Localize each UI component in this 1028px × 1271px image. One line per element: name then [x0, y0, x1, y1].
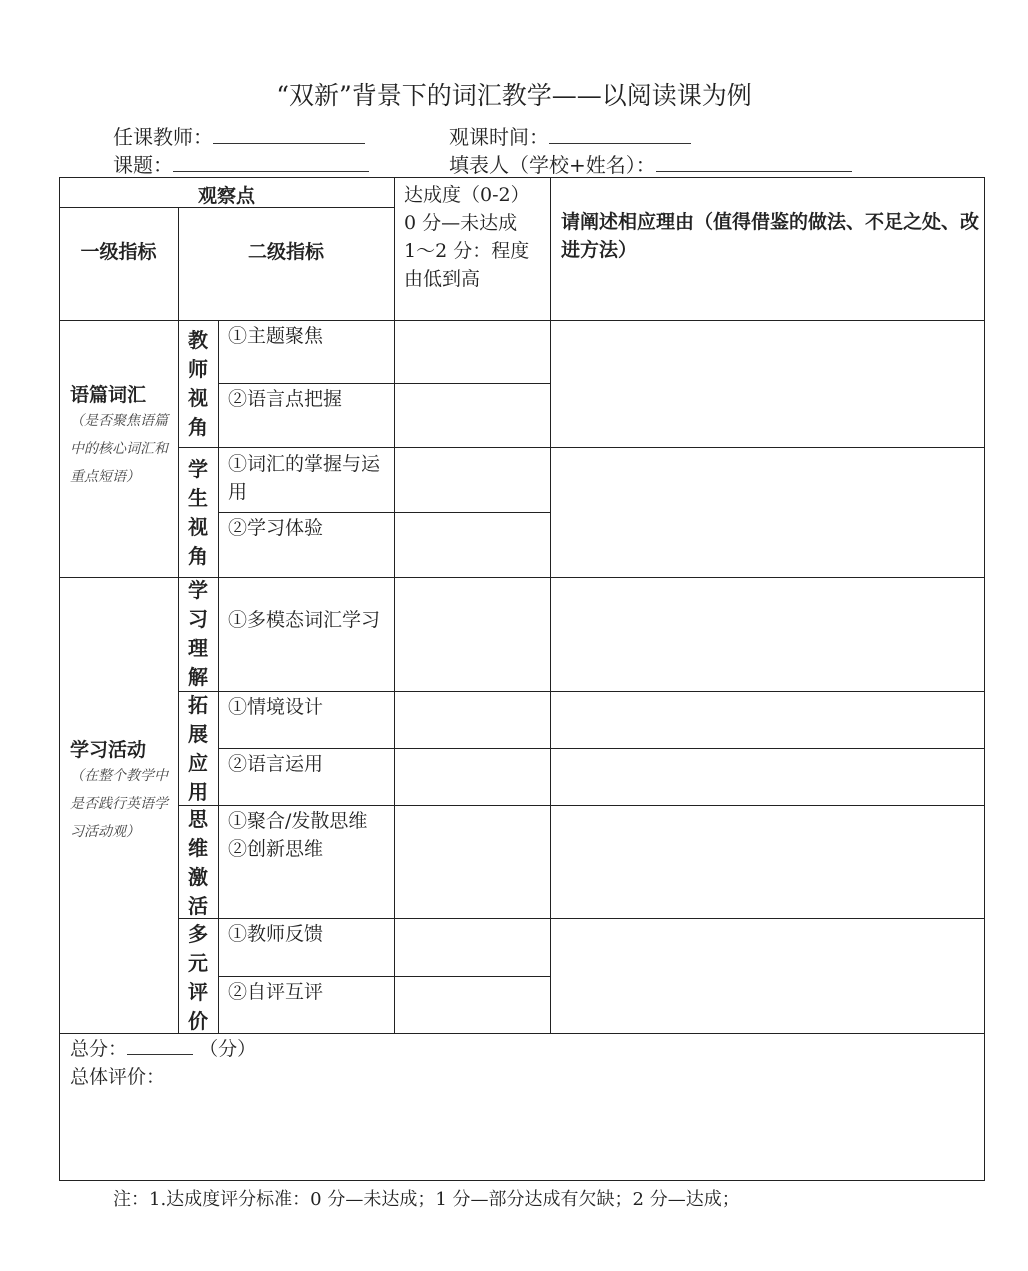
filler-label: 填表人（学校+姓名）： — [449, 153, 656, 177]
filler-blank[interactable] — [656, 153, 852, 172]
subgroup-thinking-activation: 思维激活 — [188, 807, 208, 918]
table-divider — [178, 447, 985, 448]
table-divider — [218, 320, 219, 1033]
total-unit: （分） — [199, 1038, 257, 1060]
total-label: 总分： — [70, 1038, 128, 1060]
footnote: 注：1.达成度评分标准：0 分—未达成；1 分—部分达成有欠缺；2 分—达成； — [113, 1189, 740, 1210]
reason-header: 请阐述相应理由（值得借鉴的做法、不足之处、改进方法） — [561, 211, 980, 261]
page-title: “双新”背景下的词汇教学——以阅读课为例 — [276, 81, 752, 110]
total-blank[interactable] — [127, 1036, 193, 1055]
subgroup-student-view: 学生视角 — [188, 457, 208, 568]
level1-header: 一级指标 — [80, 241, 157, 263]
time-field — [449, 121, 691, 150]
topic-blank[interactable] — [173, 153, 369, 172]
item-vocab-mastery: ①词汇的掌握与运用 — [228, 453, 381, 503]
table-divider — [59, 320, 985, 321]
table-divider — [218, 976, 551, 977]
group-note: （在整个教学中是否践行英语学习活动观） — [70, 768, 168, 840]
subgroup-learning-understanding: 学习理解 — [188, 578, 208, 689]
item-learning-experience: ②学习体验 — [228, 517, 324, 539]
item-multimodal-vocab: ①多模态词汇学习 — [228, 609, 381, 631]
table-divider — [178, 691, 985, 692]
table-divider — [218, 383, 551, 384]
table-divider — [178, 918, 985, 919]
overall-label: 总体评价： — [70, 1066, 166, 1088]
topic-label: 课题： — [113, 153, 173, 177]
group-learning-activities — [70, 735, 172, 846]
time-label: 观课时间： — [449, 125, 549, 149]
item-theme-focus: ①主题聚焦 — [228, 325, 324, 347]
group-note: （是否聚焦语篇中的核心词汇和重点短语） — [70, 413, 168, 485]
topic-field — [113, 149, 369, 178]
group-name: 语篇词汇 — [70, 384, 147, 406]
table-divider — [218, 512, 551, 513]
group-vocabulary — [70, 380, 172, 491]
subgroup-teacher-view: 教师视角 — [188, 328, 208, 439]
teacher-field — [113, 121, 365, 150]
item-language-use: ②语言运用 — [228, 753, 324, 775]
table-divider — [178, 805, 985, 806]
subgroup-multi-evaluation: 多元评价 — [188, 922, 208, 1033]
group-name: 学习活动 — [70, 739, 147, 761]
total-score — [70, 1035, 256, 1063]
subgroup-extended-application: 拓展应用 — [188, 693, 208, 804]
item-self-peer-eval: ②自评互评 — [228, 981, 324, 1003]
table-divider — [218, 748, 985, 749]
observation-header: 观察点 — [197, 185, 255, 207]
teacher-label: 任课教师： — [113, 125, 213, 149]
level2-header: 二级指标 — [247, 241, 324, 263]
time-blank[interactable] — [549, 125, 691, 144]
score-header: 达成度（0-2） 0 分—未达成 1～2 分：程度由低到高 — [404, 184, 530, 290]
item-context-design: ①情境设计 — [228, 696, 324, 718]
teacher-blank[interactable] — [213, 125, 365, 144]
table-divider — [550, 177, 551, 1033]
item-thinking: ①聚合/发散思维 ②创新思维 — [228, 810, 368, 860]
item-language-points: ②语言点把握 — [228, 388, 343, 410]
table-divider — [394, 177, 395, 1033]
item-teacher-feedback: ①教师反馈 — [228, 923, 324, 945]
table-divider — [178, 207, 179, 1033]
filler-field — [449, 149, 852, 178]
